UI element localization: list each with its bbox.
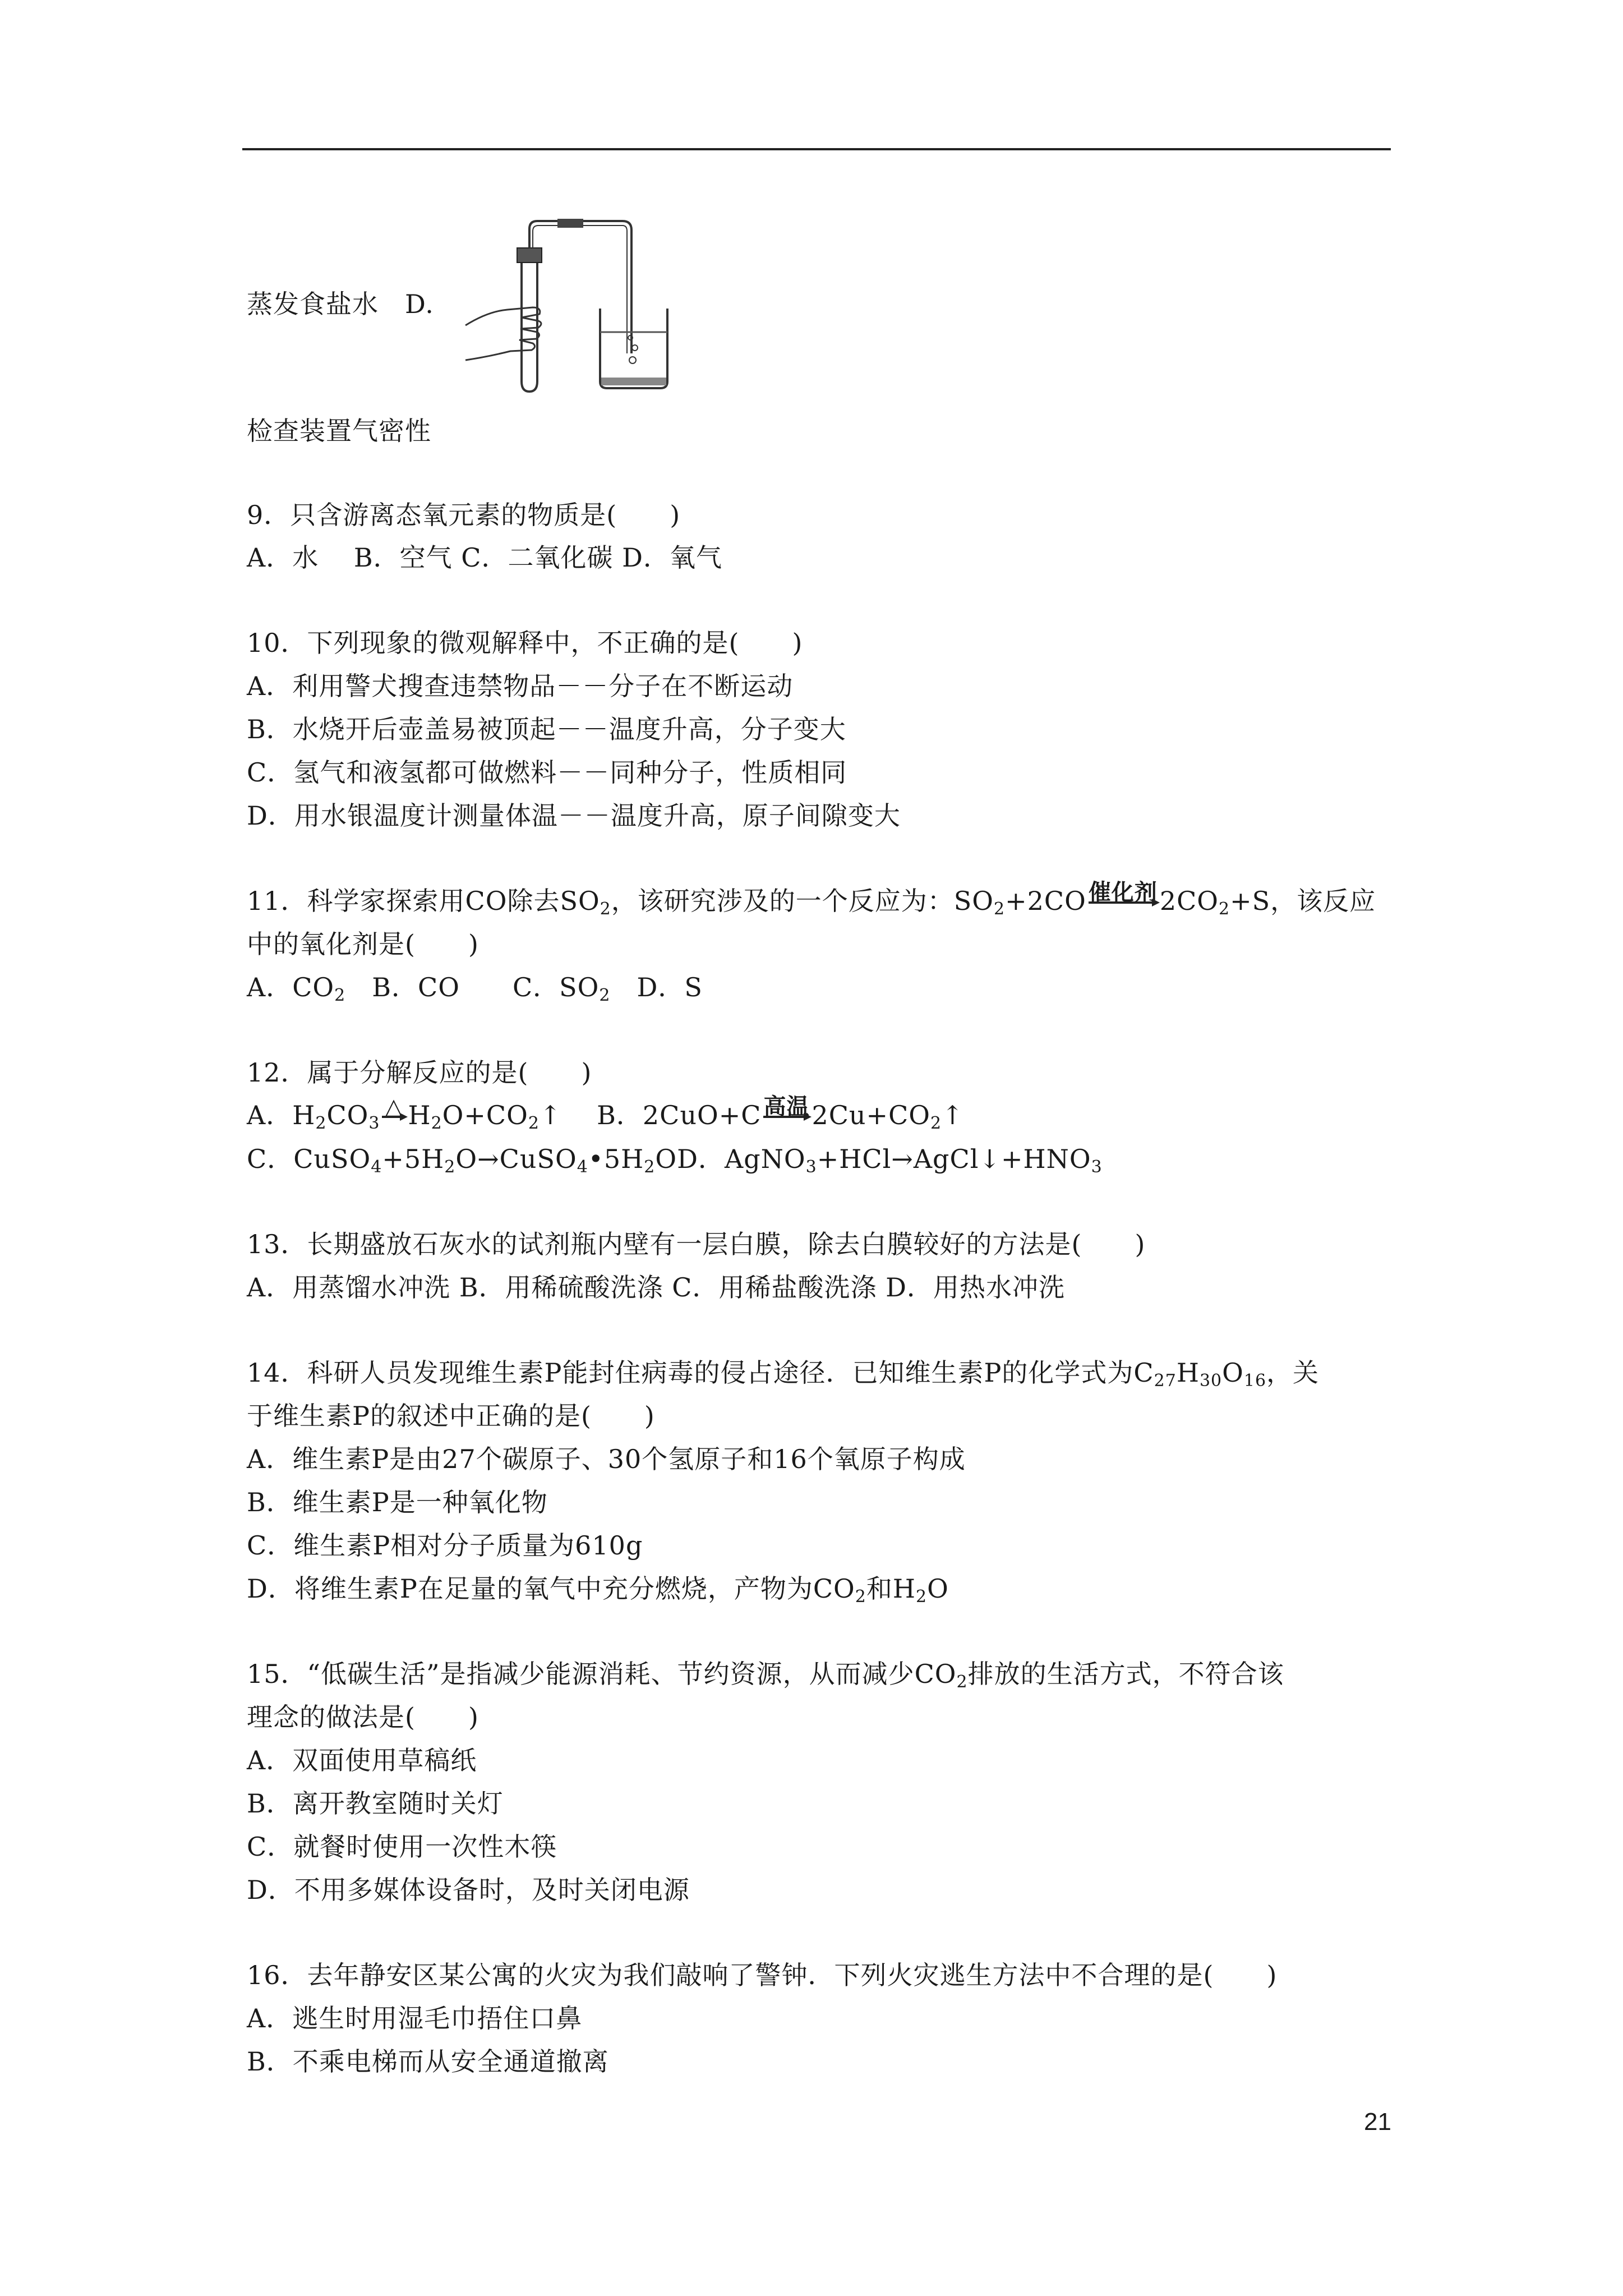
q14-option-c: C．维生素P相对分子质量为610g bbox=[247, 1530, 643, 1561]
q10-stem: 10．下列现象的微观解释中，不正确的是( ) bbox=[247, 628, 803, 658]
q10-option-d: D．用水银温度计测量体温－－温度升高，原子间隙变大 bbox=[247, 800, 901, 831]
header-rule bbox=[242, 148, 1391, 150]
catalyst-arrow: 催化剂 bbox=[1088, 880, 1158, 905]
q11-stem: 11．科学家探索用CO除去$SO_2$，该研究涉及的一个反应为：$SO_2+2CO$ 催化剂 $2CO_2+S$，该反应 bbox=[247, 880, 1376, 919]
q11-options: A．$CO_2$ B．CO C．$SO_2$ D．S bbox=[247, 972, 703, 1005]
q15-option-d: D．不用多媒体设备时，及时关闭电源 bbox=[247, 1875, 690, 1905]
q11-stem-line2: 中的氧化剂是( ) bbox=[247, 929, 479, 959]
q13-options: A．用蒸馏水冲洗 B．用稀硫酸洗涤 C．用稀盐酸洗涤 D．用热水冲洗 bbox=[247, 1272, 1065, 1303]
q13-stem: 13．长期盛放石灰水的试剂瓶内壁有一层白膜，除去白膜较好的方法是( ) bbox=[247, 1229, 1146, 1259]
q14-option-a: A．维生素P是由27个碳原子、30个氢原子和16个氧原子构成 bbox=[247, 1444, 966, 1474]
q16-stem: 16．去年静安区某公寓的火灾为我们敲响了警钟．下列火灾逃生方法中不合理的是( ) bbox=[247, 1960, 1278, 1990]
q15-option-b: B．离开教室随时关灯 bbox=[247, 1788, 504, 1819]
heat-arrow: △ bbox=[382, 1106, 405, 1130]
q14-option-d: D．将维生素P在足量的氧气中充分燃烧，产物为$CO_2$和$H_2O$ bbox=[247, 1573, 949, 1607]
q12-stem: 12．属于分解反应的是( ) bbox=[247, 1057, 592, 1088]
q15-stem-line2: 理念的做法是( ) bbox=[247, 1702, 479, 1732]
airtightness-apparatus-diagram bbox=[454, 213, 735, 398]
q14-stem: 14．科研人员发现维生素P能封住病毒的侵占途径．已知维生素P的化学式为$C_{27}H_{30}O_{16}$，关 bbox=[247, 1358, 1320, 1391]
q15-option-c: C．就餐时使用一次性木筷 bbox=[247, 1832, 557, 1862]
q16-option-a: A．逃生时用湿毛巾捂住口鼻 bbox=[247, 2003, 583, 2033]
q12-options-ab: A．$H_2CO_3$ △ $H_2O+CO_2↑$ B．2CuO+C 高温 $2Cu+CO_2↑$ bbox=[247, 1094, 964, 1133]
q14-stem-line2: 于维生素P的叙述中正确的是( ) bbox=[247, 1401, 655, 1431]
q10-option-a: A．利用警犬搜查违禁物品－－分子在不断运动 bbox=[247, 671, 794, 701]
q10-option-b: B．水烧开后壶盖易被顶起－－温度升高，分子变大 bbox=[247, 714, 846, 744]
page-number: 21 bbox=[1364, 2108, 1391, 2136]
option-c-tail: 蒸发食盐水 D. bbox=[247, 289, 434, 319]
q10-option-c: C．氢气和液氢都可做燃料－－同种分子，性质相同 bbox=[247, 757, 847, 788]
q14-option-b: B．维生素P是一种氧化物 bbox=[247, 1487, 548, 1517]
q15-option-a: A．双面使用草稿纸 bbox=[247, 1745, 477, 1775]
q9-options: A．水 B．空气 C．二氧化碳 D．氧气 bbox=[247, 542, 722, 573]
q9-stem: 9．只含游离态氧元素的物质是( ) bbox=[247, 500, 681, 530]
high-temp-arrow: 高温 bbox=[763, 1094, 810, 1120]
q15-stem: 15．“低碳生活”是指减少能源消耗、节约资源，从而减少$CO_2$排放的生活方式，不符合该 bbox=[247, 1659, 1284, 1692]
q12-options-cd: C．$CuSO_4+5H_2O\to CuSO_4•5H_2OD$．$AgNO_3+HCl\to AgCl↓+HNO_3$ bbox=[247, 1144, 1103, 1177]
option-d-text: 检查装置气密性 bbox=[247, 416, 431, 446]
q16-option-b: B．不乘电梯而从安全通道撤离 bbox=[247, 2046, 609, 2077]
